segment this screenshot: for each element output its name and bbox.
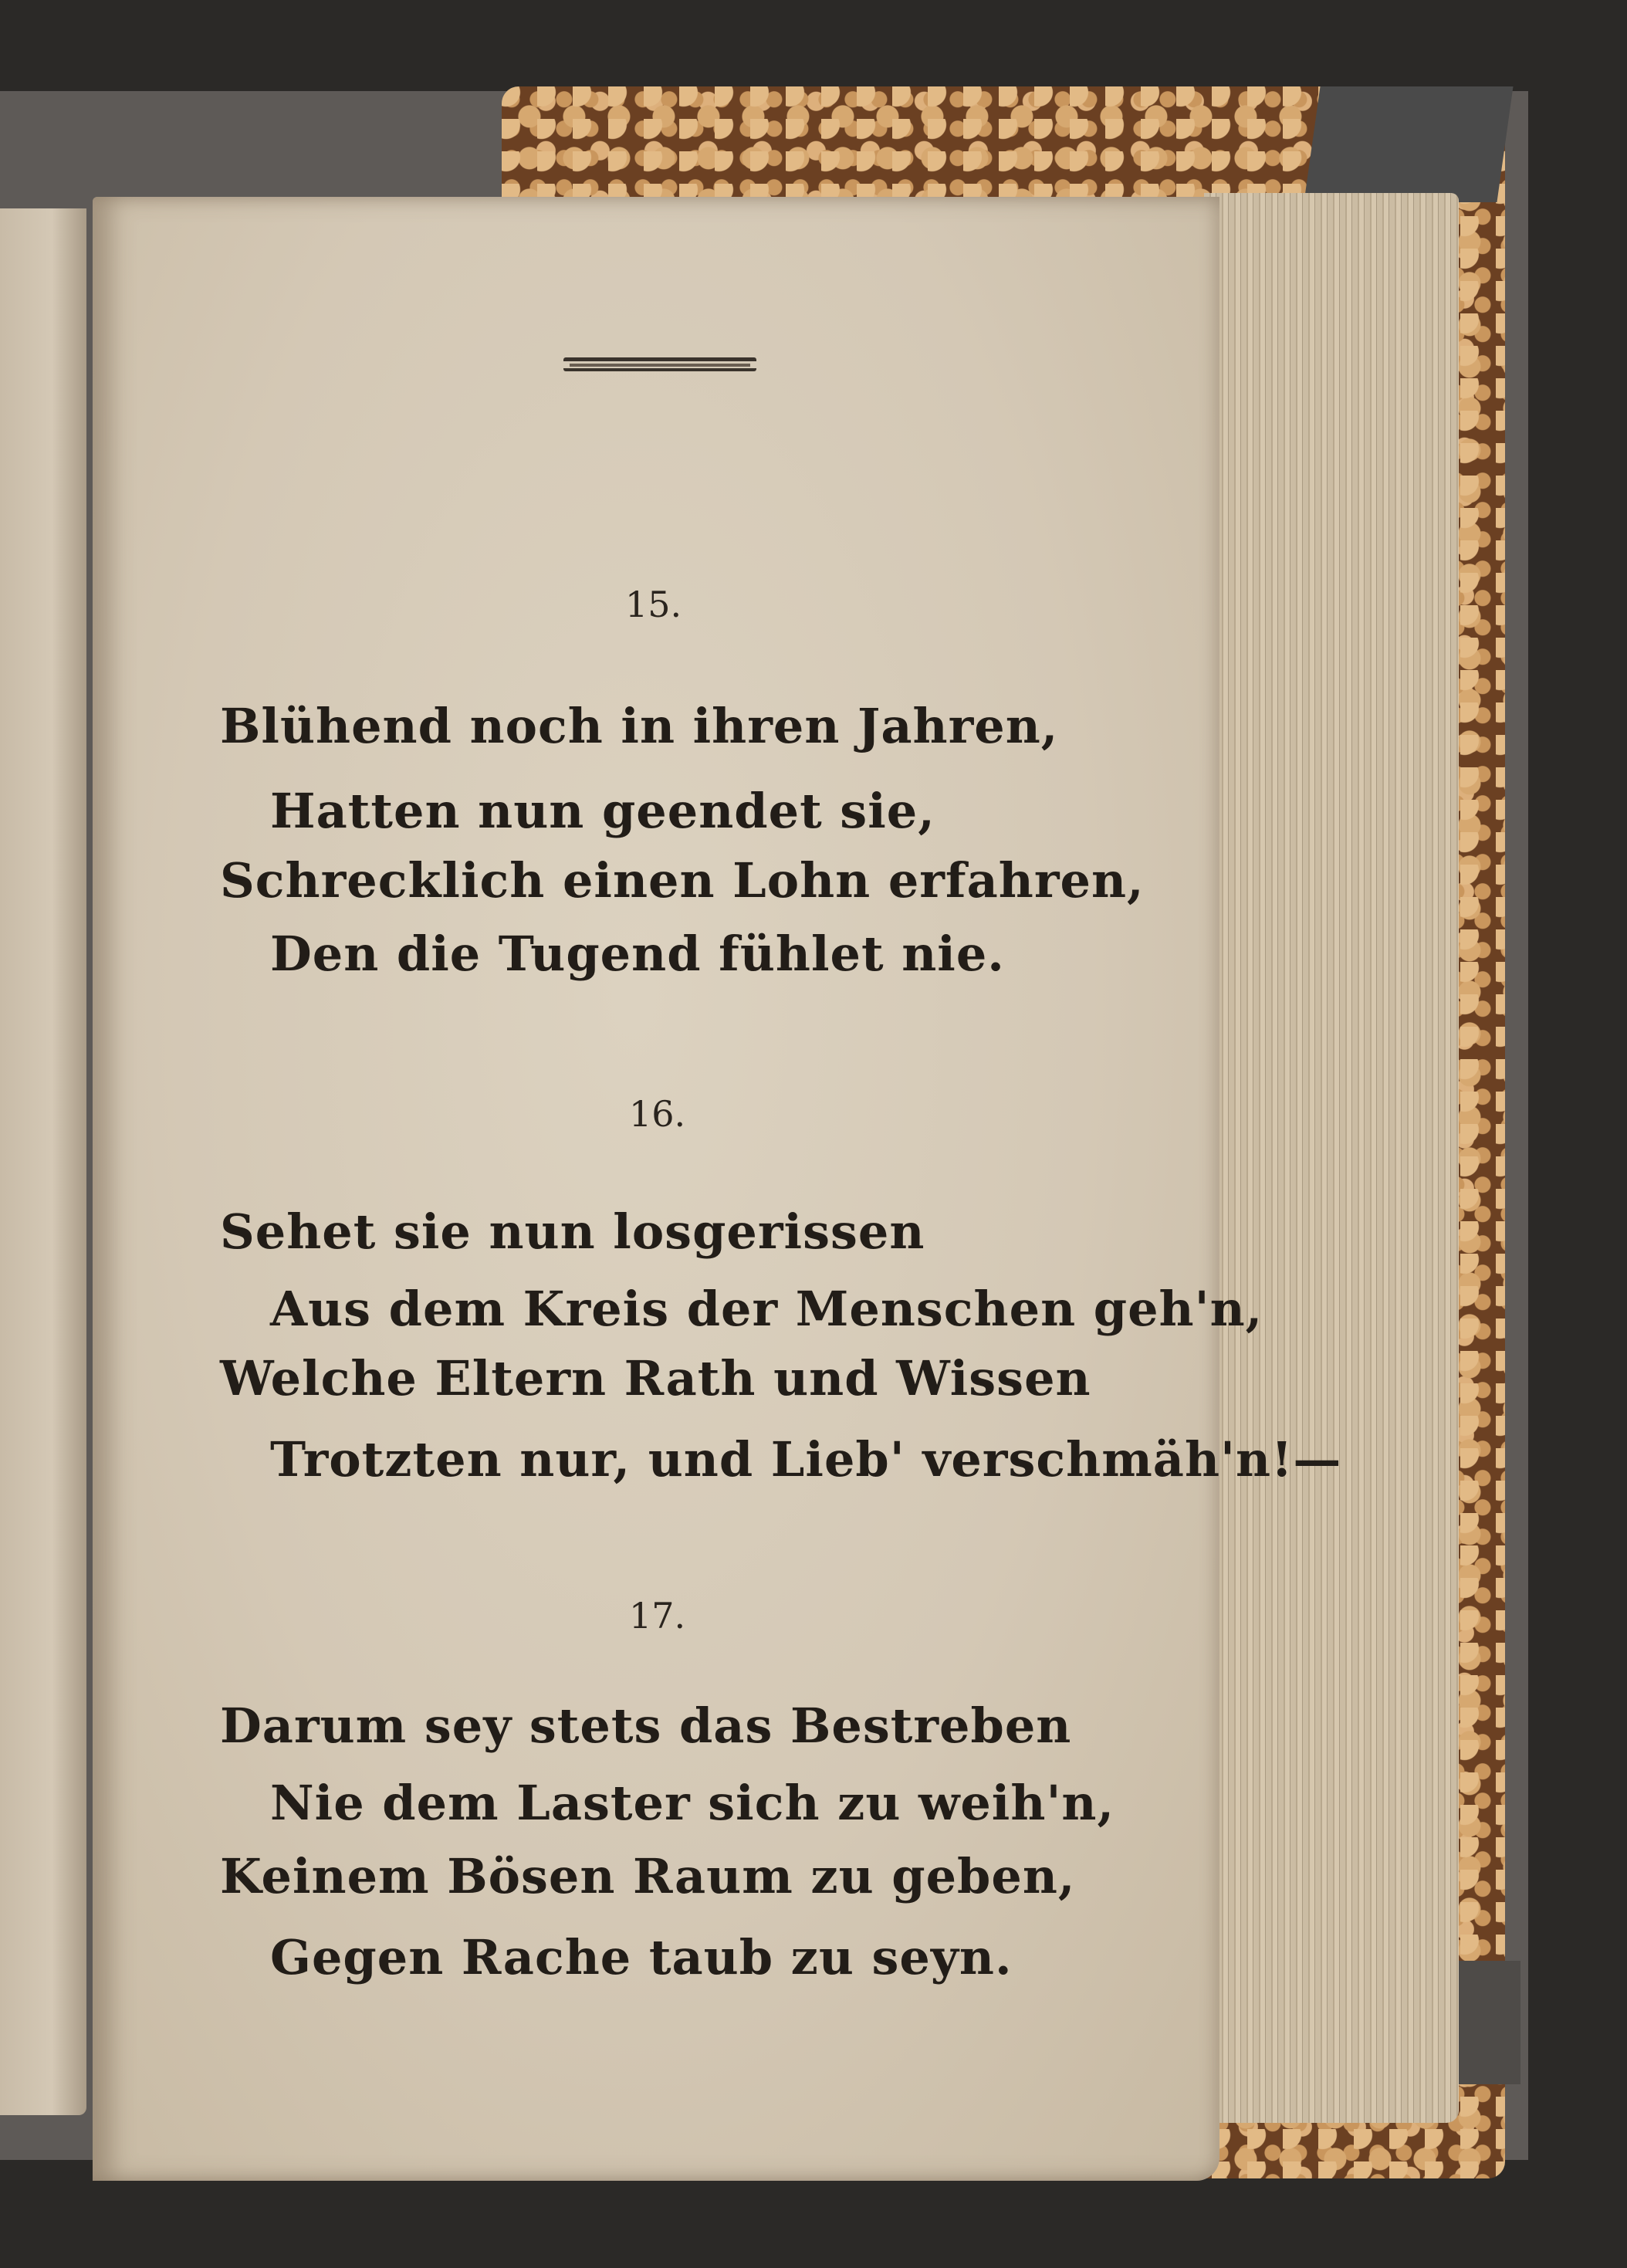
verse-line: Nie dem Laster sich zu weih'n,: [270, 1775, 1115, 1831]
verse-line: Trotzten nur, und Lieb' verschmäh'n!—: [270, 1431, 1342, 1488]
verse-line: Schrecklich einen Lohn erfahren,: [220, 852, 1145, 909]
verse-line: Keinem Bösen Raum zu geben,: [220, 1848, 1076, 1904]
verse-line: Gegen Rache taub zu seyn.: [270, 1929, 1013, 1985]
verse-line: Aus dem Kreis der Menschen geh'n,: [270, 1281, 1263, 1337]
stanza-number: 17.: [629, 1595, 686, 1637]
verse-line: Blühend noch in ihren Jahren,: [220, 698, 1059, 754]
verse-line: Welche Eltern Rath und Wissen: [220, 1350, 1091, 1406]
verse-line: Den die Tugend fühlet nie.: [270, 926, 1005, 982]
page-block-edges: [1204, 193, 1459, 2123]
cloth-corner-top: [1304, 86, 1513, 202]
stanza-number: 15.: [625, 584, 682, 625]
left-page-edge: [0, 208, 86, 2115]
verse-line: Sehet sie nun losgerissen: [220, 1203, 925, 1260]
verse-line: Hatten nun geendet sie,: [270, 783, 935, 839]
verse-line: Darum sey stets das Bestreben: [220, 1698, 1072, 1754]
decorative-rule: [563, 357, 756, 371]
stanza-number: 16.: [629, 1093, 686, 1135]
